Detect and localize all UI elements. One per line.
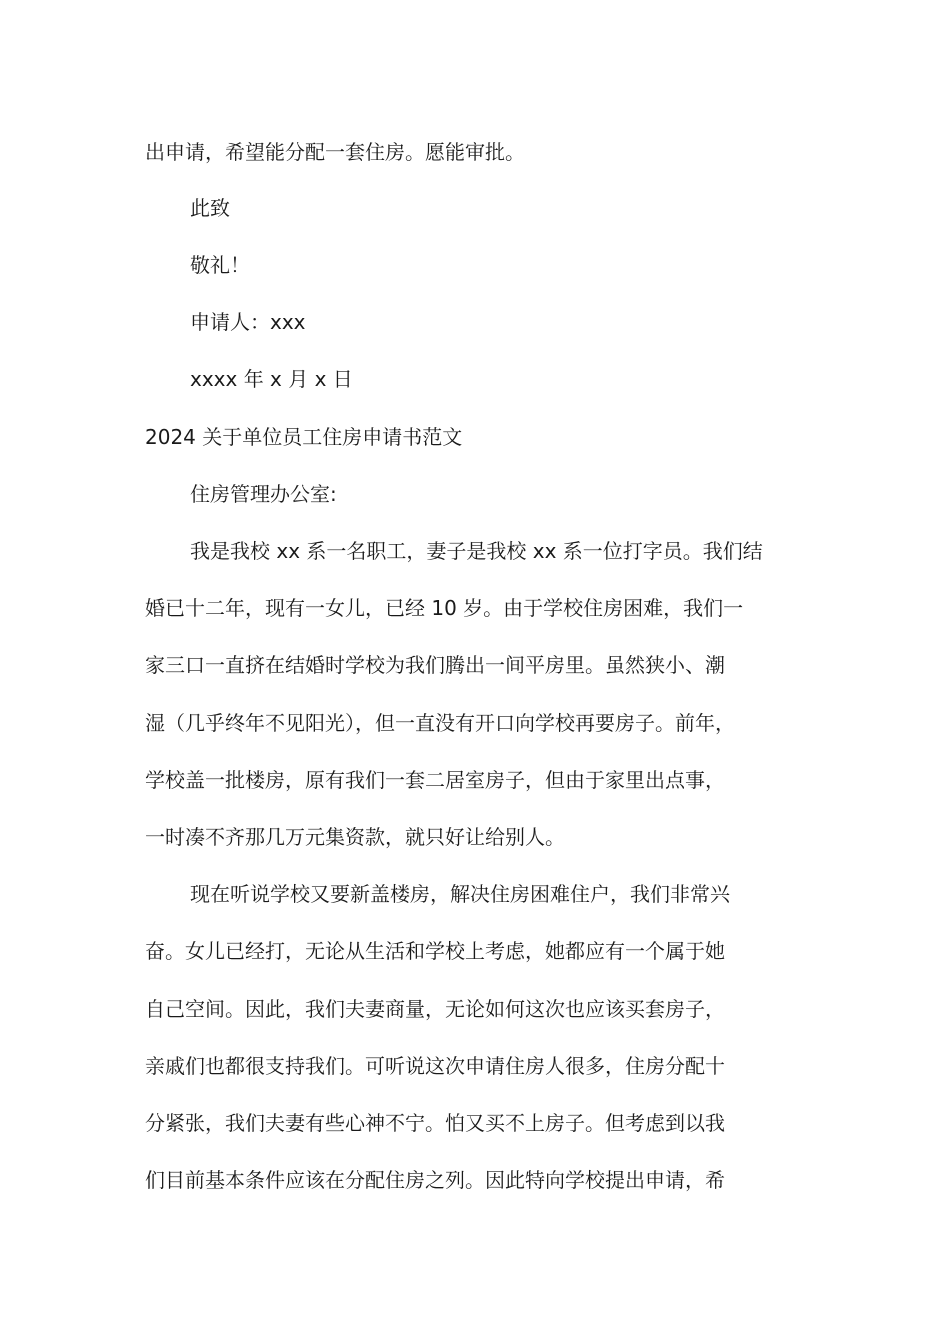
- paragraph-line: 现在听说学校又要新盖楼房，解决住房困难住户，我们非常兴: [190, 882, 730, 906]
- paragraph-line: 分紧张，我们夫妻有些心神不宁。怕又买不上房子。但考虑到以我: [145, 1111, 725, 1135]
- paragraph-line: 出申请，希望能分配一套住房。愿能审批。: [145, 140, 525, 164]
- paragraph-line: 学校盖一批楼房，原有我们一套二居室房子，但由于家里出点事，: [145, 768, 725, 792]
- paragraph-line: 自己空间。因此，我们夫妻商量，无论如何这次也应该买套房子，: [145, 997, 725, 1021]
- paragraph-line: 湿（几乎终年不见阳光），但一直没有开口向学校再要房子。前年，: [145, 711, 735, 735]
- paragraph-line: 我是我校 xx 系一名职工，妻子是我校 xx 系一位打字员。我们结: [190, 539, 763, 563]
- applicant-signature: 申请人：xxx: [190, 310, 306, 334]
- paragraph-line: 家三口一直挤在结婚时学校为我们腾出一间平房里。虽然狭小、潮: [145, 653, 725, 677]
- application-date: xxxx 年 x 月 x 日: [190, 367, 353, 391]
- paragraph-line: 亲戚们也都很支持我们。可听说这次申请住房人很多，住房分配十: [145, 1054, 725, 1078]
- closing-salutation: 此致: [190, 196, 230, 220]
- paragraph-line: 们目前基本条件应该在分配住房之列。因此特向学校提出申请，希: [145, 1168, 725, 1192]
- paragraph-line: 婚已十二年，现有一女儿，已经 10 岁。由于学校住房困难，我们一: [145, 596, 744, 620]
- paragraph-line: 一时凑不齐那几万元集资款，就只好让给别人。: [145, 825, 565, 849]
- closing-regards: 敬礼！: [190, 253, 250, 277]
- section-title: 2024 关于单位员工住房申请书范文: [145, 425, 463, 449]
- addressee: 住房管理办公室:: [190, 482, 337, 506]
- paragraph-line: 奋。女儿已经打，无论从生活和学校上考虑，她都应有一个属于她: [145, 939, 725, 963]
